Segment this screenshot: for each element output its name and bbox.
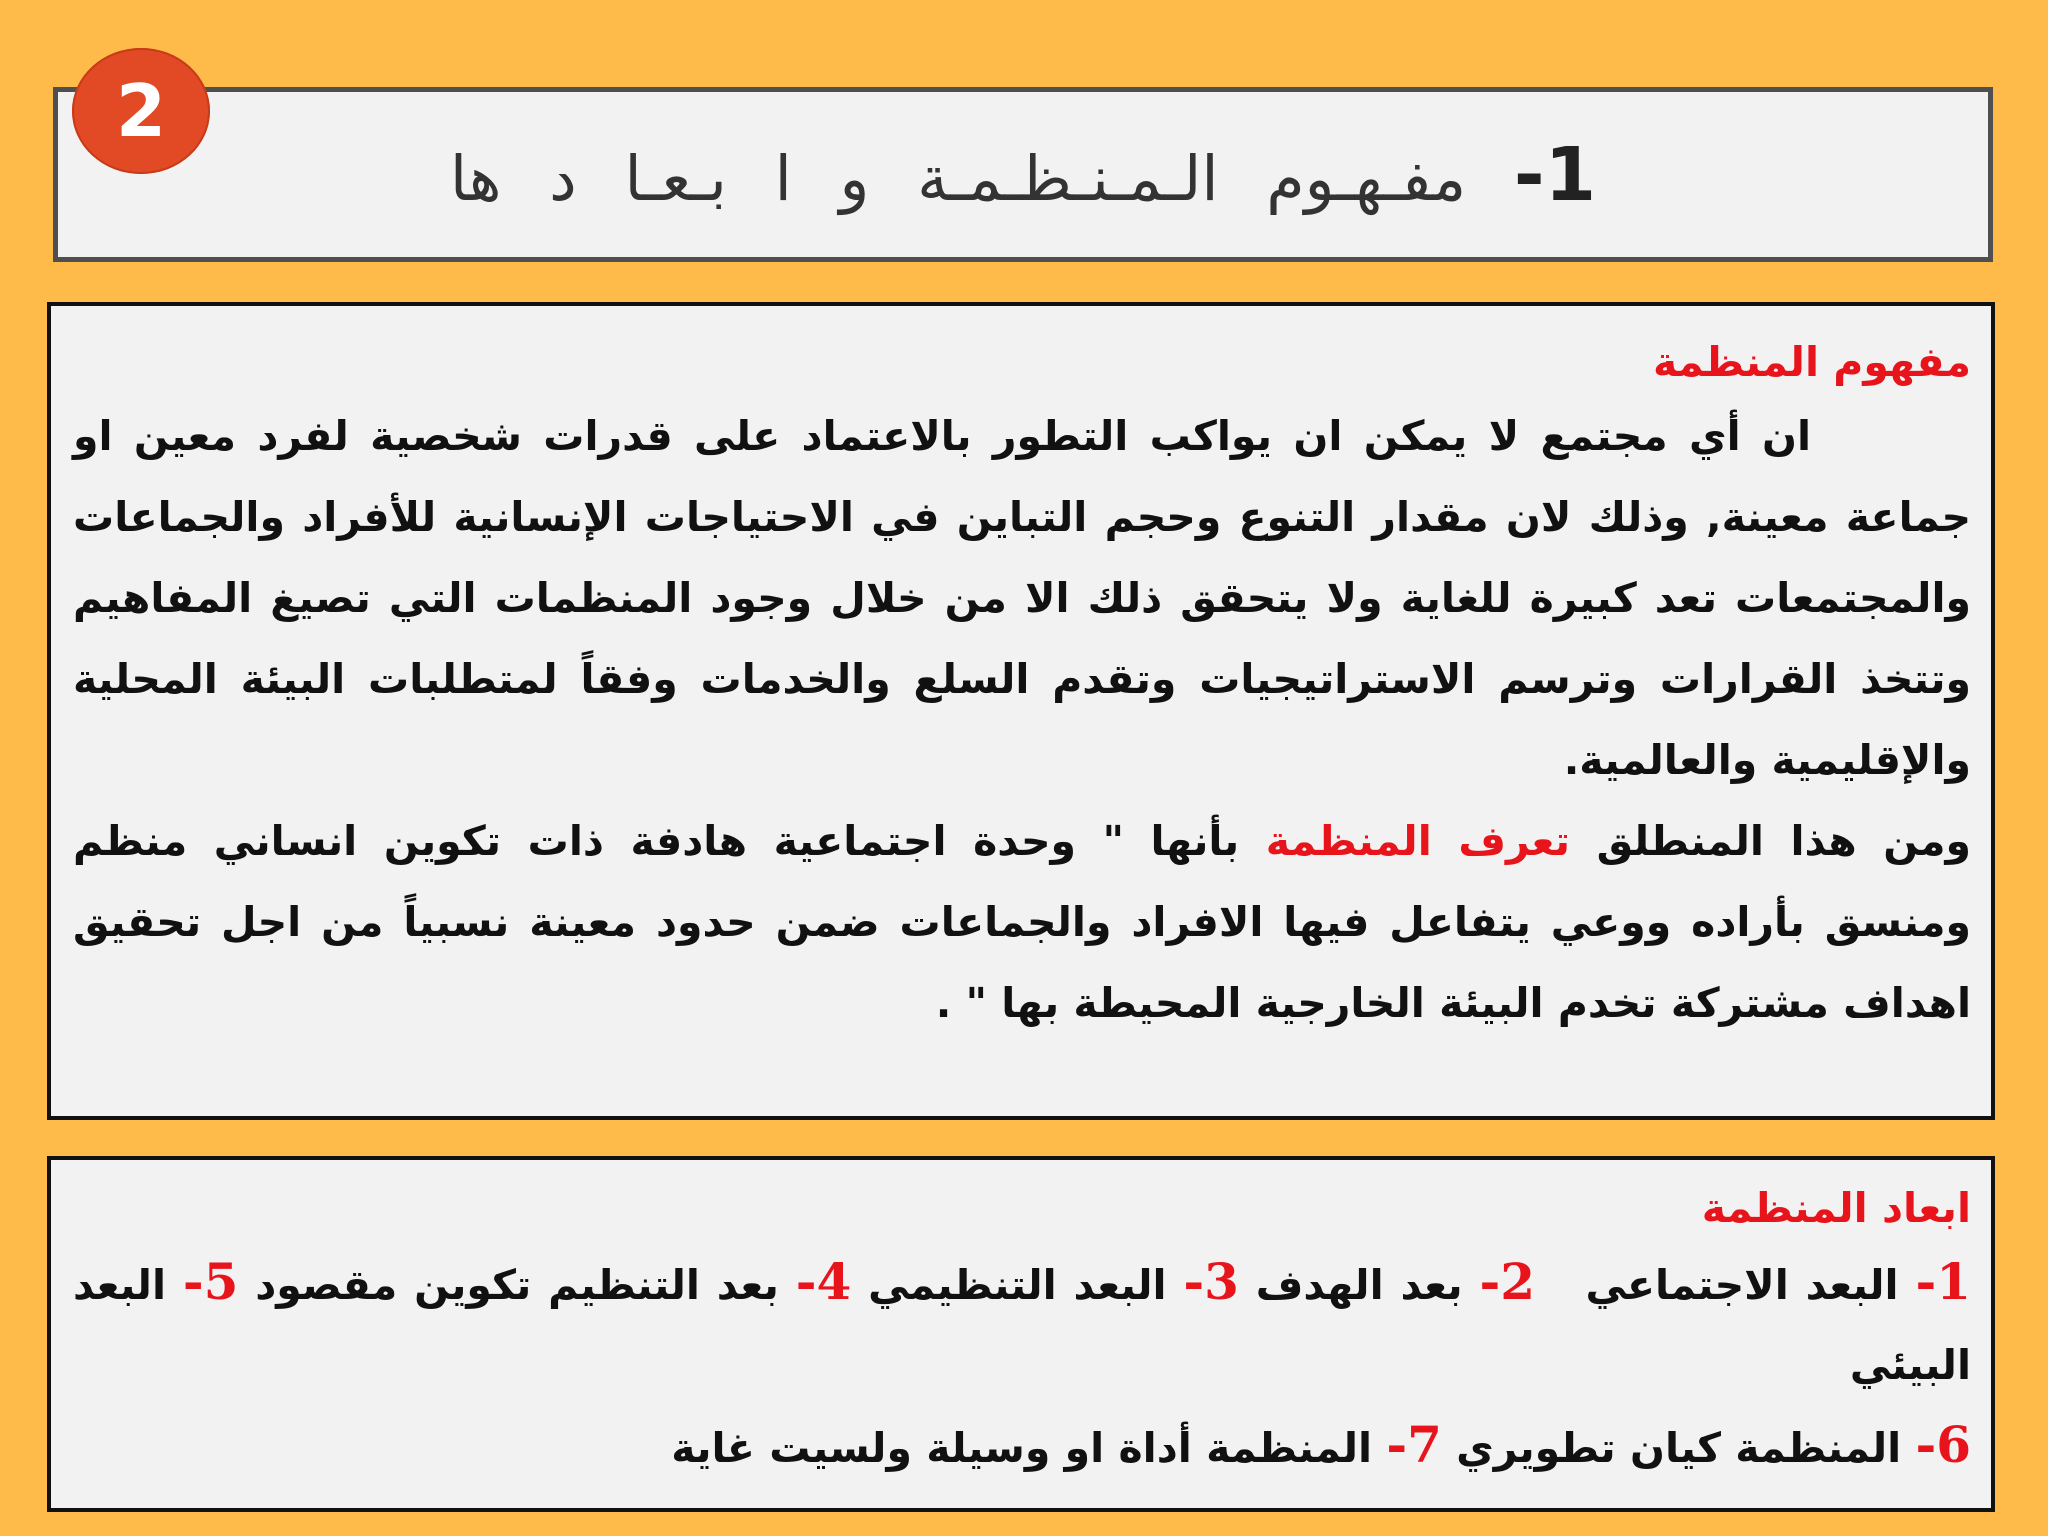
dimension-number: 4- (795, 1252, 852, 1311)
dimension-text: البعد التنظيمي (868, 1261, 1167, 1309)
definition-highlight: تعرف المنظمة (1265, 817, 1571, 865)
dimension-text: البعد الاجتماعي (1585, 1261, 1899, 1309)
concept-paragraph-2-start: ومن هذا المنطلق (1596, 817, 1972, 865)
dimensions-list-line-1 (73, 1242, 1971, 1405)
slide-number-badge: 2 (72, 48, 210, 174)
dimensions-list-line-2 (73, 1405, 1971, 1488)
dimension-text: المنظمة أداة او وسيلة ولسيت غاية (671, 1424, 1373, 1472)
title-text: مفـهـوم الـمـنـظـمـة و ا بـعـا د ها (449, 141, 1467, 215)
concept-heading: مفهوم المنظمة (1653, 338, 1971, 386)
dimension-text: بعد التنظيم تكوين مقصود (255, 1261, 779, 1309)
concept-paragraph-1 (73, 396, 1971, 801)
concept-paragraph-2-end: بأنها " وحدة اجتماعية هادفة ذات تكوين انساني منظم ومنسق بأراده ووعي يتفاعل فيها الافراد والجماعات ضمن حدود معينة نسبياً من اجل تحقيق اهداف مشتركة تخدم البيئة الخارجية المحيطة بها " . (73, 817, 1971, 1027)
slide-title (450, 132, 1596, 218)
slide-title-box (53, 87, 1993, 262)
title-number: 1- (1513, 131, 1597, 218)
dimension-number: 1- (1915, 1252, 1971, 1311)
concept-paragraph-1-text: ان أي مجتمع لا يمكن ان يواكب التطور بالاعتماد على قدرات شخصية لفرد معين او جماعة معينة, وذلك لان مقدار التنوع وحجم التباين في الاحتياجات الإنسانية للأفراد والجماعات والمجتمعات تعد كبيرة للغاية ولا يتحقق ذلك الا من خلال وجود المنظمات التي تصيغ المفاهيم وتتخذ القرارات وترسم الاستراتيجيات وتقدم السلع والخدمات وفقاً لمتطلبات البيئة المحلية والإقليمية والعالمية. (73, 412, 1971, 784)
dimension-text: البعد البيئي (73, 1261, 1971, 1389)
dimension-number: 7- (1386, 1415, 1442, 1474)
concept-box (47, 302, 1995, 1120)
dimension-number: 3- (1183, 1252, 1239, 1311)
dimension-number: 5- (182, 1252, 239, 1311)
dimensions-box (47, 1156, 1995, 1512)
dimensions-heading: ابعاد المنظمة (1701, 1184, 1971, 1232)
dimension-text: بعد الهدف (1255, 1261, 1463, 1309)
dimension-number: 2- (1479, 1252, 1536, 1311)
dimension-text: المنظمة كيان تطويري (1456, 1424, 1902, 1472)
concept-paragraph-2 (73, 801, 1971, 1044)
dimension-number: 6- (1915, 1415, 1971, 1474)
